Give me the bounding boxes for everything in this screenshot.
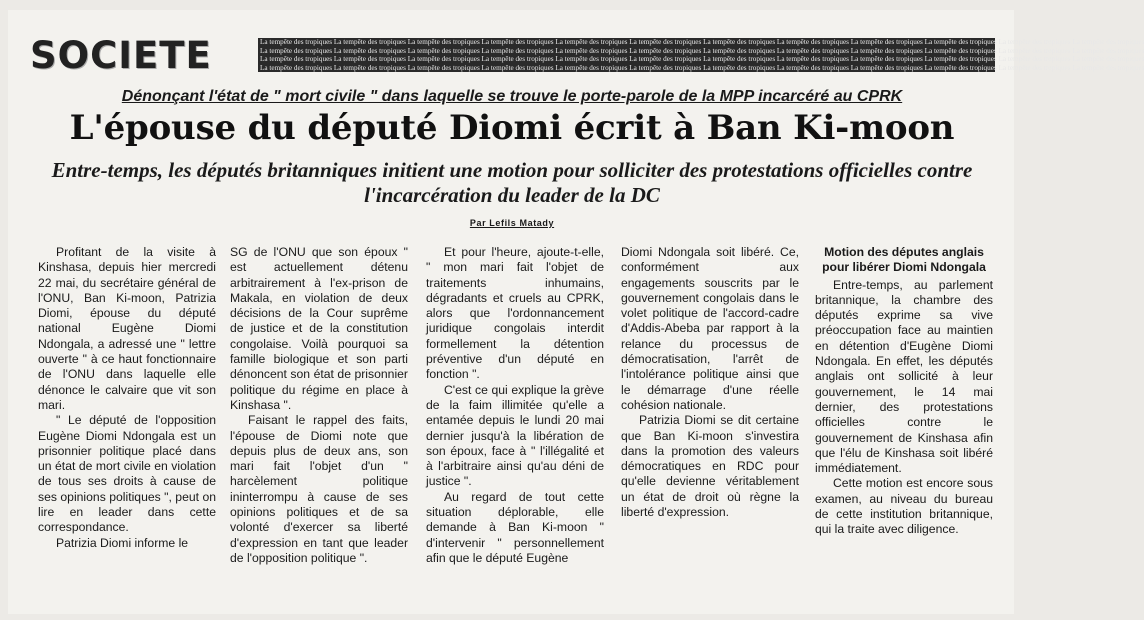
paragraph: Patrizia Diomi informe le <box>56 535 189 550</box>
paragraph: Et pour l'heure, ajoute-t-elle, " mon mari fait l'objet de traitements inhumains, dégradants et cruels au CPRK, alors que l'ordonnancement juridique congolais interdit formellement la détention préventive d'un député en fonction ". <box>426 245 604 382</box>
paragraph: Faisant le rappel des faits, l'épouse de Diomi note que depuis plus de deux ans, son mari fait l'objet d'un " harcèlement politique ininterrompu à cause de ses opinions politiques et de sa volonté d'exercer sa liberté d'expression en tant que leader de l'opposition politique ". <box>230 413 408 565</box>
paragraph: SG de l'ONU que son époux " est actuellement détenu arbitrairement à l'ex-prison de Makala, en violation de deux décisions de la Cour suprême de justice et de la constitution congolaise. Voilà pourquoi sa famille biologique et son parti dénoncent son état de prisonnier politique du régime en place à Kinshasa ". <box>230 245 408 412</box>
byline <box>0 218 1024 228</box>
banner-line: La tempête des tropiques La tempête des tropiques La tempête des tropiques La tempête des tropiques La tempête des tropiques La tempête des tropiques La tempête des tropiques La tempête des tropiques La tempête des tropiques La tempête des tropiques La tempête des tropiques La tempête des tropiques <box>260 46 1144 55</box>
subheadline: Entre-temps, les députés britanniques initient une motion pour solliciter des protestations officielles contre l'incarcération du leader de la DC <box>51 158 973 207</box>
paragraph: C'est ce qui explique la grève de la faim illimitée qu'elle a entamée depuis le lundi 20 mai dernier jusqu'à la libération de son époux, face à " l'illégalité et à l'arbitraire ainsi qu'au déni de justice ". <box>426 382 604 489</box>
paragraph: Cette motion est encore sous examen, au niveau du bureau de cette institution britannique, qui la traite avec diligence. <box>815 476 993 537</box>
article-column-2 <box>230 245 408 566</box>
headline: L'épouse du député Diomi écrit à Ban Ki-moon <box>69 108 955 148</box>
banner-line: La tempête des tropiques La tempête des tropiques La tempête des tropiques La tempête des tropiques La tempête des tropiques La tempête des tropiques La tempête des tropiques La tempête des tropiques La tempête des tropiques La tempête des tropiques La tempête des tropiques La tempête des tropiques <box>260 38 1144 46</box>
article-column-5 <box>815 245 993 538</box>
paragraph: Entre-temps, au parlement britannique, la chambre des députés exprime sa vive préoccupation face au maintien en détention d'Eugène Diomi Ndongala. En effet, les députés anglais ont sollicité à leur gouvernement, le 14 mai dernier, des protestations officielles contre le gouvernement de Kinshasa afin que l'élu de Kinshasa soit libéré immédiatement. <box>815 277 993 476</box>
paragraph: Patrizia Diomi se dit certaine que Ban Ki-moon s'investira dans la promotion des valeurs démocratiques en RDC pour qu'elle devienne véritablement un état de droit où règne la liberté d'expression. <box>621 413 799 520</box>
masthead-banner <box>258 38 1144 72</box>
paragraph: Profitant de la visite à Kinshasa, depuis hier mercredi 22 mai, du secrétaire général de l'ONU, Ban Ki-moon, Patrizia Diomi, épouse du député national Eugène Diomi Ndongala, a adressé une " lettre ouverte " à ce haut fonctionnaire de l'ONU dans laquelle elle dénonce le calvaire que vit son mari. <box>38 245 216 412</box>
paragraph: Au regard de tout cette situation déplorable, elle demande à Ban Ki-moon " d'intervenir " personnellement afin que le député Eugène <box>426 489 604 565</box>
article-column-3 <box>426 245 604 566</box>
paragraph: " Le député de l'opposition Eugène Diomi Ndongala est un prisonnier politique placé dans un état de mort civile en violation de tous ses droits à cause de ses opinions politiques ", peut on lire en leader dans cette correspondance. <box>38 413 216 535</box>
article-column-4 <box>621 245 799 520</box>
paragraph: Diomi Ndongala soit libéré. Ce, conformément aux engagements souscrits par le gouvernement congolais dans le volet politique de l'accord-cadre d'Addis-Abeba par rapport à la relance du processus de démocratisation, l'arrêt de l'intolérance politique ainsi que le démarrage d'une réelle cohésion nationale. <box>621 245 799 412</box>
banner-line: La tempête des tropiques La tempête des tropiques La tempête des tropiques La tempête des tropiques La tempête des tropiques La tempête des tropiques La tempête des tropiques La tempête des tropiques La tempête des tropiques La tempête des tropiques La tempête des tropiques La tempête des tropiques <box>260 63 1144 72</box>
banner-line: La tempête des tropiques La tempête des tropiques La tempête des tropiques La tempête des tropiques La tempête des tropiques La tempête des tropiques La tempête des tropiques La tempête des tropiques La tempête des tropiques La tempête des tropiques La tempête des tropiques La tempête des tropiques <box>260 55 1144 63</box>
section-label: SOCIETE <box>30 34 212 77</box>
sidebar-title: Motion des députes anglais pour libérer Diomi Ndongala <box>822 245 986 275</box>
kicker: Dénonçant l'état de " mort civile " dans laquelle se trouve le porte-parole de la MPP incarcéré au CPRK <box>121 88 903 105</box>
article-column-1 <box>38 245 216 551</box>
byline-text: Par Lefils Matady <box>469 218 555 228</box>
